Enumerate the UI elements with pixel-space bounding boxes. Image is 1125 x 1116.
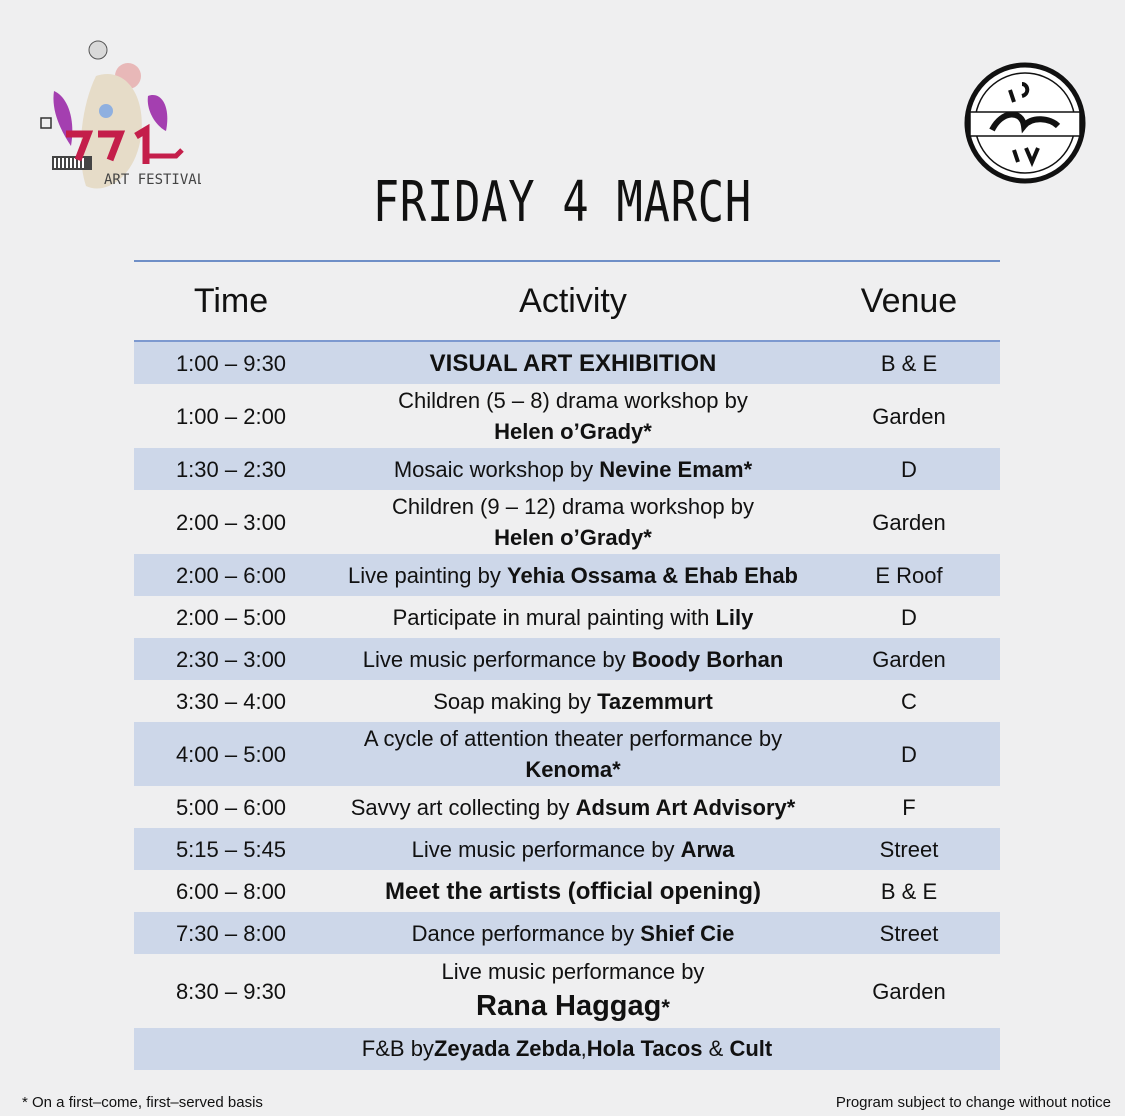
row-venue: Garden bbox=[872, 978, 946, 1004]
row-time: 2:00 – 3:00 bbox=[175, 509, 287, 535]
row-venue: Garden bbox=[872, 646, 946, 672]
fnb-vendor: Zeyada Zebda bbox=[433, 1036, 581, 1061]
row-time: 8:30 – 9:30 bbox=[175, 978, 287, 1004]
fnb-separator: & bbox=[702, 1036, 730, 1061]
row-activity-text: Live music performance by bbox=[362, 646, 632, 672]
row-activity-line: Live music performance by bbox=[441, 958, 705, 984]
row-activity bbox=[328, 644, 818, 675]
row-activity bbox=[328, 956, 818, 1027]
fnb-vendor: Hola Tacos bbox=[586, 1036, 703, 1061]
table-row bbox=[134, 912, 1000, 954]
row-activity bbox=[328, 348, 818, 379]
table-row bbox=[134, 870, 1000, 912]
row-activity bbox=[328, 454, 818, 485]
row-activity bbox=[328, 385, 818, 447]
row-activity bbox=[328, 491, 818, 553]
row-venue: D bbox=[901, 741, 917, 767]
row-activity-text: Savvy art collecting by bbox=[350, 794, 576, 820]
row-venue: B & E bbox=[880, 350, 938, 376]
row-activity-bold: Shief Cie bbox=[640, 920, 735, 946]
row-venue: Garden bbox=[872, 509, 946, 535]
row-activity bbox=[328, 834, 818, 865]
row-activity bbox=[328, 602, 818, 633]
fnb-vendor: Cult bbox=[729, 1036, 773, 1061]
row-activity-bold: Lily bbox=[715, 604, 754, 630]
row-venue: D bbox=[901, 456, 917, 482]
table-row bbox=[134, 828, 1000, 870]
table-row bbox=[134, 680, 1000, 722]
table-row bbox=[134, 554, 1000, 596]
row-activity bbox=[328, 876, 818, 907]
row-activity-bold: Nevine Emam* bbox=[599, 456, 753, 482]
row-venue: F bbox=[902, 794, 916, 820]
row-time: 1:00 – 2:00 bbox=[175, 403, 287, 429]
page-title: FRIDAY 4 MARCH bbox=[372, 170, 752, 235]
disclaimer: Program subject to change without notice bbox=[835, 1094, 1111, 1111]
row-time: 3:30 – 4:00 bbox=[175, 688, 287, 714]
footnote: * On a first–come, first–served basis bbox=[22, 1094, 263, 1111]
row-time: 2:00 – 6:00 bbox=[175, 562, 287, 588]
table-row bbox=[134, 638, 1000, 680]
row-activity-text: Dance performance by bbox=[411, 920, 641, 946]
row-venue: Street bbox=[879, 836, 939, 862]
table-row bbox=[134, 384, 1000, 448]
table-row bbox=[134, 448, 1000, 490]
row-activity-text: Soap making by bbox=[433, 688, 598, 714]
fnb-separator: , bbox=[580, 1036, 587, 1061]
row-time: 7:30 – 8:00 bbox=[175, 920, 287, 946]
row-activity-text: Mosaic workshop by bbox=[393, 456, 600, 482]
row-activity bbox=[328, 792, 818, 823]
row-venue: E Roof bbox=[875, 562, 943, 588]
row-time: 2:00 – 5:00 bbox=[175, 604, 287, 630]
row-activity bbox=[328, 686, 818, 717]
row-time: 5:15 – 5:45 bbox=[175, 836, 287, 862]
row-venue: Garden bbox=[872, 403, 946, 429]
row-activity-text: Live music performance by bbox=[411, 836, 681, 862]
row-activity-line: Children (5 – 8) drama workshop by bbox=[398, 388, 748, 413]
row-venue: B & E bbox=[880, 878, 938, 904]
row-time: 5:00 – 6:00 bbox=[175, 794, 287, 820]
svg-text:ART FESTIVAL: ART FESTIVAL bbox=[104, 172, 201, 188]
column-header-venue: Venue bbox=[860, 281, 958, 320]
row-venue: D bbox=[901, 604, 917, 630]
row-time: 2:30 – 3:00 bbox=[175, 646, 287, 672]
schedule-table bbox=[134, 262, 1000, 1070]
table-row bbox=[134, 596, 1000, 638]
row-activity-text: Live painting by bbox=[347, 562, 507, 588]
row-venue: Street bbox=[879, 920, 939, 946]
row-activity-bold: Tazemmurt bbox=[597, 688, 713, 714]
row-activity bbox=[328, 723, 818, 785]
table-row bbox=[134, 786, 1000, 828]
column-header-activity: Activity bbox=[519, 281, 627, 320]
row-activity bbox=[328, 560, 818, 591]
row-time: 4:00 – 5:00 bbox=[175, 741, 287, 767]
row-activity-star: * bbox=[661, 994, 670, 1020]
table-row bbox=[134, 954, 1000, 1028]
row-activity-bold: Kenoma* bbox=[525, 757, 621, 782]
row-activity-line: Children (9 – 12) drama workshop by bbox=[392, 494, 754, 519]
row-activity-bold: Adsum Art Advisory* bbox=[575, 794, 796, 820]
row-activity-bold: Meet the artists (official opening) bbox=[384, 877, 762, 905]
row-activity bbox=[328, 918, 818, 949]
fnb-text: F&B by bbox=[361, 1036, 434, 1061]
row-activity-line: A cycle of attention theater performance by bbox=[363, 726, 783, 751]
row-time: 1:00 – 9:30 bbox=[175, 350, 287, 376]
table-header bbox=[134, 262, 1000, 342]
row-activity-bold: Rana Haggag bbox=[476, 989, 662, 1022]
row-activity-bold: Helen o’Grady* bbox=[494, 419, 652, 444]
row-activity-bold: Boody Borhan bbox=[631, 646, 784, 672]
column-header-time: Time bbox=[193, 281, 269, 320]
row-time: 6:00 – 8:00 bbox=[175, 878, 287, 904]
row-venue: C bbox=[901, 688, 917, 714]
row-activity-bold: VISUAL ART EXHIBITION bbox=[429, 349, 717, 377]
row-activity-text: Participate in mural painting with bbox=[392, 604, 716, 630]
row-activity-bold: Arwa bbox=[680, 836, 735, 862]
darb-1718-logo bbox=[962, 60, 1088, 186]
fnb-row bbox=[134, 1028, 1000, 1070]
row-time: 1:30 – 2:30 bbox=[175, 456, 287, 482]
table-row bbox=[134, 722, 1000, 786]
row-activity-bold: Yehia Ossama & Ehab Ehab bbox=[506, 562, 798, 588]
table-row bbox=[134, 490, 1000, 554]
row-activity-bold: Helen o’Grady* bbox=[494, 525, 652, 550]
table-row bbox=[134, 342, 1000, 384]
